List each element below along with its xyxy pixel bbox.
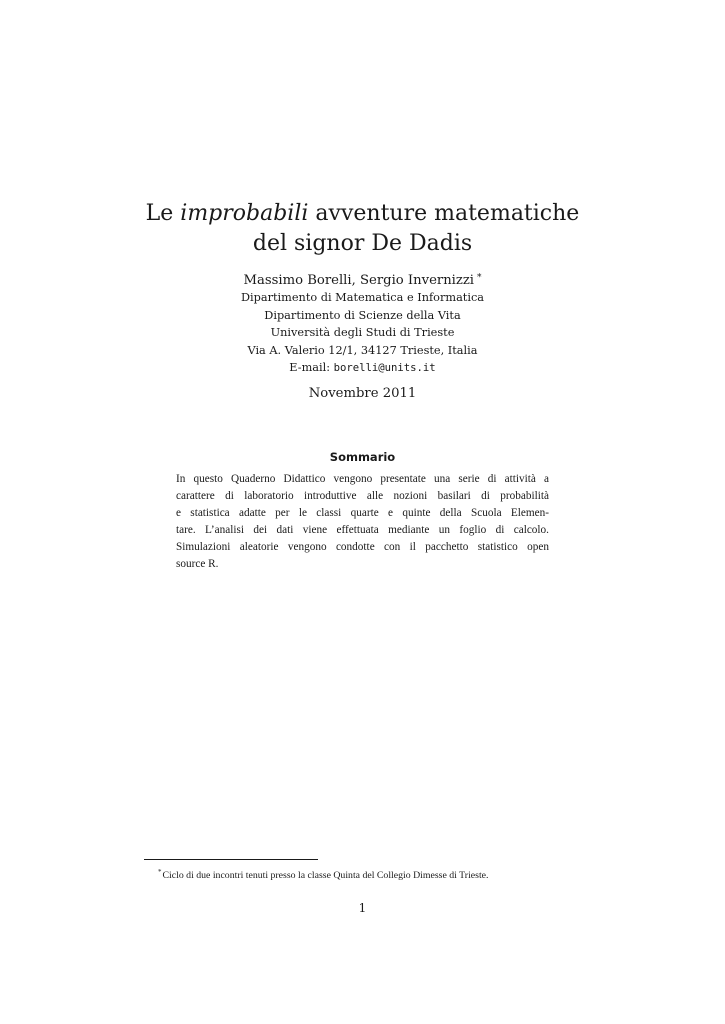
abstract-heading: Sommario — [329, 450, 396, 464]
email-label: E-mail: — [289, 361, 334, 374]
affiliation-block — [0, 289, 725, 378]
affiliation-line: Via A. Valerio 12/1, 34127 Trieste, Italia — [247, 343, 478, 357]
abstract-line: Simulazioni aleatorie vengono condotte con il pacchetto statistico open — [176, 541, 549, 553]
title-line-1: Le improbabili avventure matematiche — [145, 201, 580, 226]
abstract-line: tare. L’analisi dei dati viene effettuata mediante un foglio di calcolo. — [176, 524, 549, 536]
title-emphasis: improbabili — [180, 201, 309, 226]
abstract-line: carattere di laboratorio introduttive alle nozioni basilari di probabilità — [176, 490, 549, 502]
email-line — [0, 359, 725, 378]
author-footnote-marker: * — [477, 273, 482, 283]
abstract-line: source R. — [176, 558, 219, 570]
footnote-text: Ciclo di due incontri tenuti presso la classe Quinta del Collegio Dimesse di Trieste. — [162, 870, 489, 881]
abstract-body — [176, 471, 549, 573]
footnote-marker: * — [158, 868, 162, 876]
publication-date: Novembre 2011 — [308, 386, 417, 401]
author-list — [0, 268, 725, 291]
paper-title — [0, 199, 725, 259]
affiliation-line: Dipartimento di Scienze della Vita — [264, 308, 461, 322]
author-names: Massimo Borelli, Sergio Invernizzi — [243, 273, 475, 288]
email-address: borelli@units.it — [333, 362, 436, 374]
title-line-2: del signor De Dadis — [252, 231, 473, 256]
affiliation-line: Università degli Studi di Trieste — [270, 326, 455, 339]
abstract-line: e statistica adatte per le classi quarte e quinte della Scuola Elemen- — [176, 507, 549, 519]
page-number: 1 — [358, 901, 367, 915]
abstract-line: In questo Quaderno Didattico vengono presentate una serie di attività a — [176, 473, 549, 485]
footnote-rule — [144, 859, 318, 860]
footnote — [158, 865, 588, 883]
affiliation-line: Dipartimento di Matematica e Informatica — [240, 291, 485, 304]
